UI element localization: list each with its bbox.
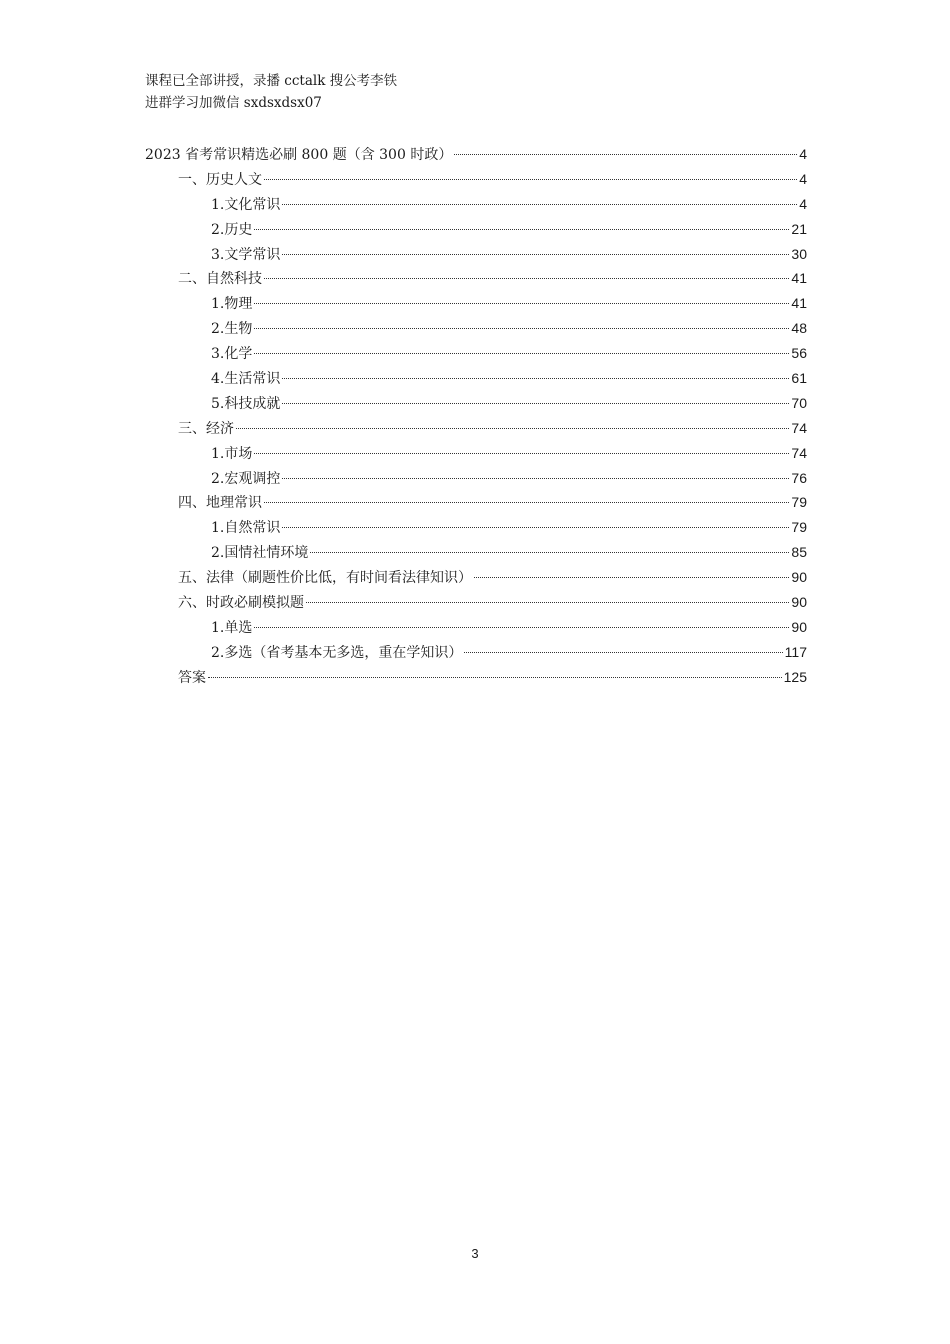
toc-entry[interactable] — [145, 316, 807, 341]
toc-entry-title: 二、自然科技 — [178, 271, 262, 288]
toc-dot-leader — [464, 652, 782, 653]
toc-entry-title: 四、地理常识 — [178, 495, 262, 512]
toc-dot-leader — [236, 428, 789, 429]
toc-entry-page: 21 — [791, 220, 807, 237]
toc-entry[interactable] — [145, 266, 807, 291]
toc-entry-page: 30 — [791, 245, 807, 262]
toc-entry-page: 90 — [791, 618, 807, 635]
toc-entry[interactable] — [145, 590, 807, 615]
toc-entry-title: 1.自然常识 — [211, 520, 281, 537]
toc-entry[interactable] — [145, 665, 807, 690]
toc-entry-page: 61 — [791, 370, 807, 387]
toc-entry-title: 2.宏观调控 — [211, 470, 281, 487]
toc-entry[interactable] — [145, 416, 807, 441]
toc-entry-title: 2.生物 — [211, 321, 253, 338]
toc-entry-page: 90 — [791, 569, 807, 586]
toc-dot-leader — [208, 677, 782, 678]
toc-entry[interactable] — [145, 565, 807, 590]
toc-dot-leader — [306, 602, 789, 603]
toc-entry-title: 一、历史人文 — [178, 171, 262, 188]
header-line-course: 课程已全部讲授，录播 cctalk 搜公考李铁 — [145, 73, 398, 89]
toc-entry-page: 74 — [791, 444, 807, 461]
toc-entry[interactable] — [145, 391, 807, 416]
toc-dot-leader — [254, 353, 789, 354]
toc-entry-page: 79 — [791, 494, 807, 511]
toc-entry-page: 79 — [791, 519, 807, 536]
toc-dot-leader — [282, 204, 797, 205]
toc-entry-title: 2.多选（省考基本无多选，重在学知识） — [211, 644, 463, 661]
toc-entry[interactable] — [145, 540, 807, 565]
toc-dot-leader — [282, 478, 789, 479]
toc-entry-page: 85 — [791, 544, 807, 561]
toc-dot-leader — [264, 278, 789, 279]
page-number: 3 — [471, 1246, 479, 1261]
header-line-wechat: 进群学习加微信 sxdsxdsx07 — [145, 95, 322, 111]
toc-entry[interactable] — [145, 217, 807, 242]
toc-entry-page: 48 — [791, 320, 807, 337]
toc-dot-leader — [282, 527, 789, 528]
toc-dot-leader — [310, 552, 789, 553]
toc-entry-title: 5.科技成就 — [211, 395, 281, 412]
toc-entry[interactable] — [145, 291, 807, 316]
toc-dot-leader — [254, 627, 789, 628]
toc-entry-title: 六、时政必刷模拟题 — [178, 595, 304, 612]
toc-entry-title: 3.化学 — [211, 346, 253, 363]
toc-entry-page: 41 — [791, 295, 807, 312]
toc-entry-page: 74 — [791, 419, 807, 436]
toc-entry-page: 41 — [791, 270, 807, 287]
toc-entry-title: 2023 省考常识精选必刷 800 题（含 300 时政） — [145, 147, 453, 163]
toc-dot-leader — [254, 303, 789, 304]
toc-entry-page: 125 — [783, 668, 807, 685]
toc-entry-title: 3.文学常识 — [211, 246, 281, 263]
toc-dot-leader — [454, 154, 797, 155]
toc-entry-title: 2.历史 — [211, 221, 253, 238]
toc-entry[interactable] — [145, 341, 807, 366]
toc-entry-page: 4 — [799, 170, 807, 187]
page-header — [145, 70, 397, 114]
toc-entry-title: 1.单选 — [211, 619, 253, 636]
toc-entry-page: 90 — [791, 594, 807, 611]
toc-entry[interactable] — [145, 615, 807, 640]
toc-entry-title: 1.文化常识 — [211, 196, 281, 213]
toc-entry[interactable] — [145, 441, 807, 466]
toc-entry-page: 4 — [799, 195, 807, 212]
toc-entry[interactable] — [145, 466, 807, 491]
toc-entry-page: 76 — [791, 469, 807, 486]
toc-entry-title: 三、经济 — [178, 420, 234, 437]
toc-dot-leader — [282, 378, 789, 379]
toc-dot-leader — [264, 179, 797, 180]
toc-entry-title: 2.国情社情环境 — [211, 545, 309, 562]
toc-entry[interactable] — [145, 192, 807, 217]
toc-entry-title: 答案 — [178, 669, 206, 686]
toc-entry-title: 1.市场 — [211, 445, 253, 462]
toc-dot-leader — [282, 403, 789, 404]
toc-dot-leader — [264, 502, 789, 503]
toc-entry[interactable] — [145, 167, 807, 192]
toc-dot-leader — [282, 254, 789, 255]
toc-entry-page: 70 — [791, 394, 807, 411]
toc-dot-leader — [254, 328, 789, 329]
toc-entry-page: 56 — [791, 345, 807, 362]
toc-entry-title: 五、法律（刷题性价比低，有时间看法律知识） — [178, 570, 472, 587]
toc-entry-page: 117 — [784, 643, 807, 660]
toc-entry-page: 4 — [799, 146, 807, 162]
toc-entry-title: 1.物理 — [211, 296, 253, 313]
toc-entry[interactable] — [145, 490, 807, 515]
table-of-contents — [145, 142, 807, 690]
toc-entry-title: 4.生活常识 — [211, 371, 281, 388]
toc-entry[interactable] — [145, 242, 807, 267]
toc-entry[interactable] — [145, 366, 807, 391]
toc-dot-leader — [474, 577, 789, 578]
toc-dot-leader — [254, 229, 789, 230]
toc-dot-leader — [254, 453, 789, 454]
toc-entry[interactable] — [145, 142, 807, 167]
toc-entry[interactable] — [145, 515, 807, 540]
toc-entry[interactable] — [145, 640, 807, 665]
